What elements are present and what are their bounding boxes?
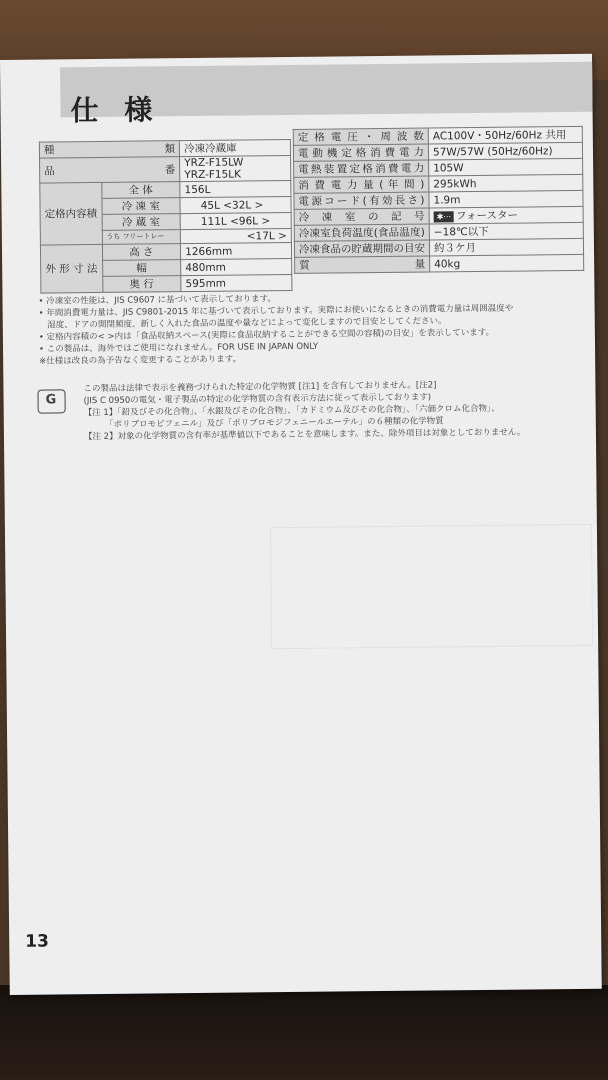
spec-value: 295kWh [429,174,583,192]
four-star-freezer-icon: ✱··· [434,211,454,222]
chem-line: 【注 1】「鉛及びその化合物」、「水銀及びその化合物」、「カドミウム及びその化合物」、「六価クロム化合物」、 [83,403,500,419]
dimension-label: 奥 行 [102,276,181,293]
note-line: • 年間消費電力量は、JIS C9801-2015 年に基づいて表示しております。実際にお使いになるときの消費電力量は周囲温度や [38,303,514,319]
chem-line: 「ポリブロモビフェニル」及び「ポリブロモジフェニールエーテル」の６種類の化学物質 [83,416,444,431]
shubetsu-label: 種 類 [39,141,179,158]
spec-label: 電源コード(有効長さ) [294,192,429,209]
capacity-group-label: 定格内容積 [40,182,102,245]
spec-value: 約３ケ月 [429,238,583,256]
hinban-value [180,155,291,181]
dimension-value: 1266mm [181,242,292,259]
spec-value: 40kg [430,254,584,272]
spec-label: 電熱装置定格消費電力 [294,160,429,177]
capacity-label: 全 体 [101,182,180,199]
freezer-symbol-text: フォースター [455,209,519,223]
spec-label: 冷凍室負荷温度(食品温度) [294,224,429,241]
spec-table-right [293,126,585,274]
hinban-label: 品 番 [40,157,180,183]
manual-page [0,54,602,995]
capacity-value: 156L [180,180,291,197]
chemical-notice [83,378,584,443]
hinban-model-k: YRZ-F15LK [184,168,242,182]
capacity-label: うち フリートレー [102,230,181,245]
spec-label: 電動機定格消費電力 [293,144,428,161]
spec-value [429,206,583,224]
note-line: ※仕様は改良の為予告なく変更することがあります。 [39,354,242,367]
note-line: • 定格内容積の< >内は「食品収納スペース(実際に食品収納することができる空間の容積)の目安」を表示しています。 [38,327,495,343]
spec-label: 定 格 電 圧 ・ 周 波 数 [293,128,428,145]
capacity-label: 冷 凍 室 [101,198,180,215]
spec-value: 1.9m [429,190,583,208]
table-row [40,155,291,183]
note-line: 湿度、ドアの開閉頻度、新しく入れた食品の温度や量などによって変化しますので目安としてください。 [38,316,447,331]
spec-label: 冷凍食品の貯蔵期間の目安 [294,240,429,257]
note-line: • この製品は、海外ではご使用になれません。FOR USE IN JAPAN ONLY [38,341,319,355]
shubetsu-value: 冷凍冷蔵庫 [179,139,290,156]
capacity-value: 45L <32L > [180,196,291,213]
capacity-value: 111L <96L > [180,212,291,229]
capacity-label: 冷 蔵 室 [102,214,181,231]
dimension-value: 480mm [181,258,292,275]
table-row [295,254,584,273]
spec-notes [38,290,589,368]
dimension-label: 幅 [102,260,181,277]
capacity-value: <17L > [180,228,291,243]
g-mark-letter: G [45,392,57,408]
spec-table-left [39,139,293,294]
show-through-box [270,524,593,649]
chem-line: 【注 2】対象の化学物質の含有率が基準値以下であることを意味します。また、除外項目は対象としておりません。 [83,427,526,443]
chem-line: (JIS C 0950の電気・電子製品の特定の化学物質の含有表示方法に従って表示しております) [83,392,432,407]
dimension-group-label: 外 形 寸 法 [40,244,102,293]
hinban-model-w: YRZ-F15LW [184,156,244,170]
spec-label: 冷 凍 室 の 記 号 [294,208,429,225]
dimension-value: 595mm [181,274,292,291]
j-moss-g-mark-icon [37,389,65,413]
spec-value: 105W [429,158,583,176]
dimension-label: 高 さ [102,244,181,261]
chem-line: この製品は法律で表示を義務づけられた特定の化学物質 [注1] を含有しておりません。[注2] [83,380,437,395]
spec-label: 質 量 [295,256,430,273]
spec-value: −18℃以下 [429,222,583,240]
note-line: • 冷凍室の性能は、JIS C9607 に基づいて表示しております。 [38,294,276,307]
spec-label: 消 費 電 力 量 ( 年 間 ) [294,176,429,193]
spec-value: 57W/57W (50Hz/60Hz) [428,142,582,160]
page-number: 13 [25,931,50,952]
spec-value: AC100V・50Hz/60Hz 共用 [428,126,582,144]
table-bottom [0,985,608,1080]
page-title: 仕 様 [70,93,161,128]
